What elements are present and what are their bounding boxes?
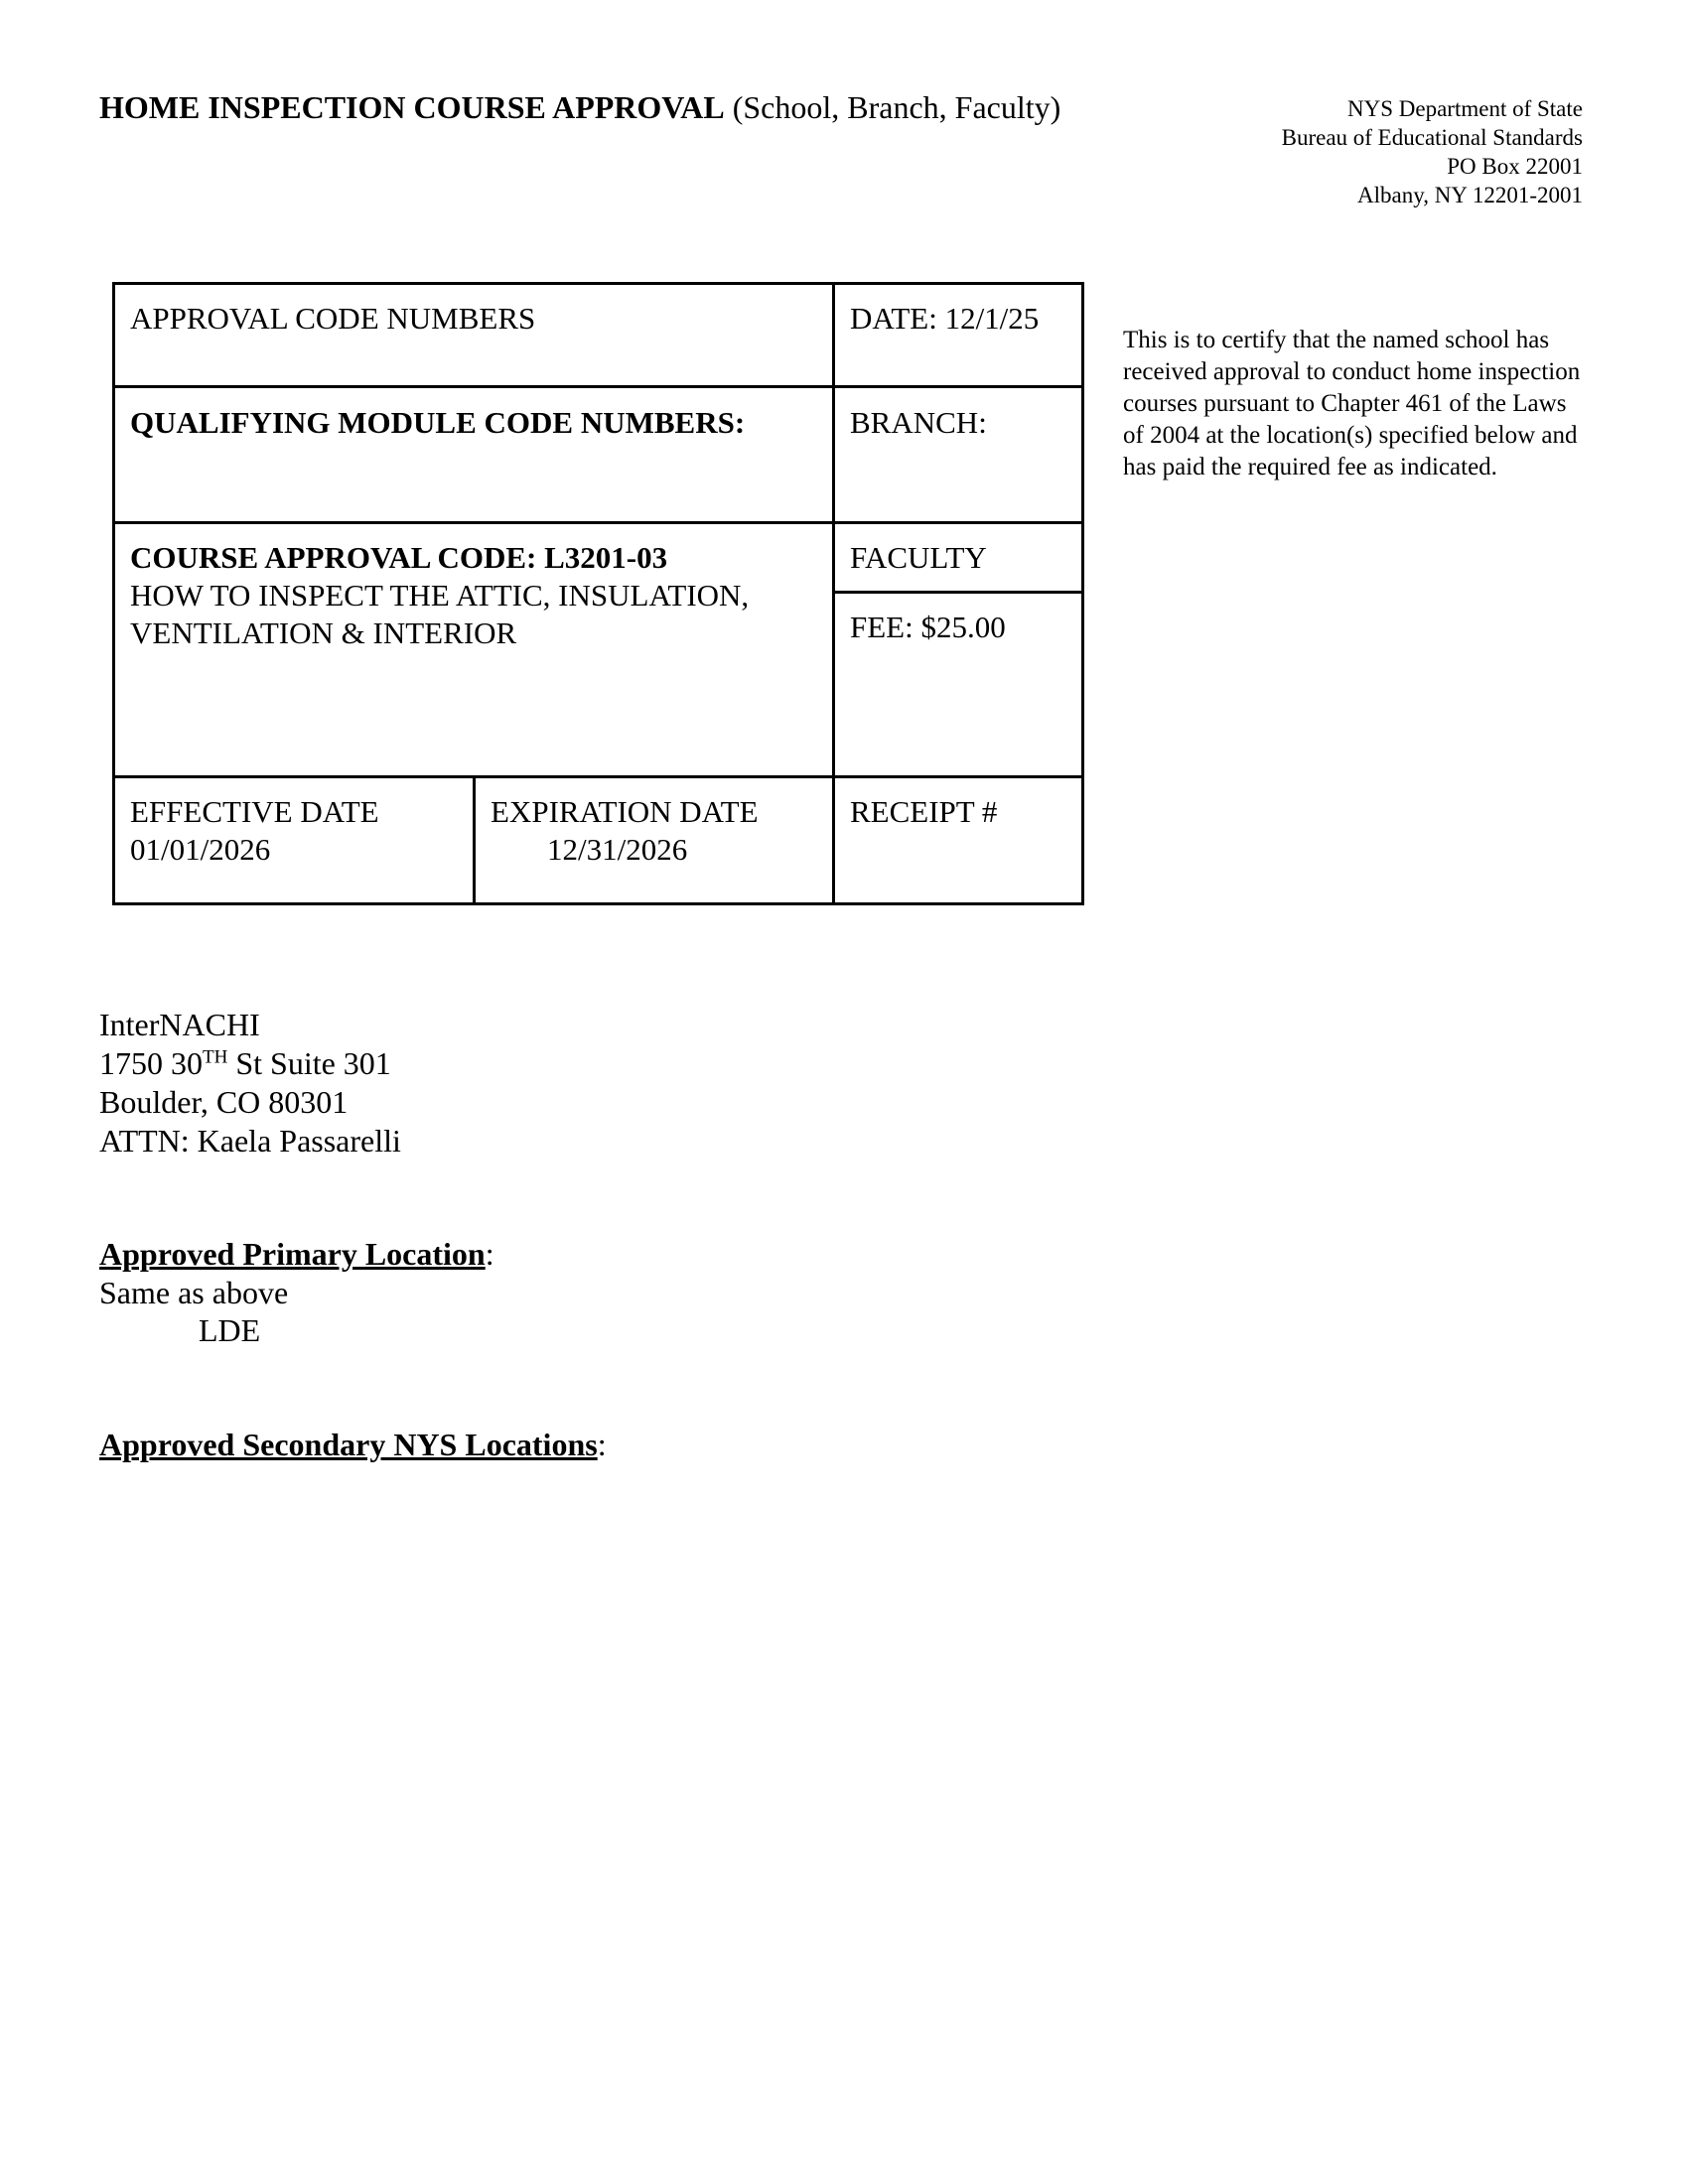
qualifying-module-label — [130, 404, 745, 442]
secondary-locations-heading — [99, 1425, 607, 1464]
agency-line-city: Albany, NY 12201-2001 — [1357, 183, 1583, 207]
certification-text: This is to certify that the named school has received approval to conduct home inspection courses pursuant to Chapter 461 of the Laws of 2004 at the location(s) specified below and has paid the required fee as indicated. — [1123, 327, 1581, 480]
street-rest: St Suite 301 — [227, 1045, 391, 1081]
school-street — [99, 1044, 401, 1083]
effective-date — [130, 793, 379, 869]
box-divider — [115, 521, 1081, 524]
agency-line-department: NYS Department of State — [1347, 96, 1583, 121]
expiration-date-label: EXPIRATION DATE — [491, 794, 759, 829]
primary-location-heading-colon: : — [485, 1236, 494, 1272]
course-name-line-1: HOW TO INSPECT THE ATTIC, INSULATION, — [130, 578, 750, 613]
agency-address — [1282, 94, 1583, 209]
document-title-subtitle: (School, Branch, Faculty) — [724, 89, 1061, 125]
effective-date-label: EFFECTIVE DATE — [130, 794, 379, 829]
school-name: InterNACHI — [99, 1007, 260, 1042]
street-ordinal-suffix: TH — [203, 1046, 228, 1068]
approval-code-numbers-label: APPROVAL CODE NUMBERS — [130, 301, 536, 336]
primary-location-heading-text: Approved Primary Location — [99, 1236, 486, 1272]
course-name-line-2: VENTILATION & INTERIOR — [130, 615, 517, 650]
fee-value: FEE: $25.00 — [850, 610, 1006, 644]
course-info — [130, 539, 749, 652]
primary-location-line-2: LDE — [199, 1312, 261, 1348]
primary-location-heading — [99, 1234, 494, 1274]
effective-date-value: 01/01/2026 — [130, 832, 271, 867]
agency-line-bureau: Bureau of Educational Standards — [1281, 125, 1583, 150]
box-divider — [115, 385, 1081, 388]
agency-line-po-box: PO Box 22001 — [1447, 154, 1583, 179]
approval-date: DATE: 12/1/25 — [850, 301, 1040, 336]
box-divider — [832, 591, 1081, 594]
school-attention: ATTN: Kaela Passarelli — [99, 1123, 401, 1159]
secondary-locations-heading-text: Approved Secondary NYS Locations — [99, 1427, 598, 1462]
qualifying-module-text: QUALIFYING MODULE CODE NUMBERS: — [130, 405, 746, 440]
box-divider — [832, 285, 835, 902]
expiration-date — [491, 793, 759, 869]
branch-label: BRANCH: — [850, 405, 987, 440]
course-approval-code: COURSE APPROVAL CODE: L3201-03 — [130, 540, 668, 575]
expiration-date-value: 12/31/2026 — [547, 832, 688, 867]
box-divider — [473, 775, 476, 902]
box-divider — [115, 775, 1081, 778]
receipt-label: RECEIPT # — [850, 794, 998, 829]
faculty-label: FACULTY — [850, 540, 987, 575]
document-title — [99, 87, 1060, 127]
document-title-main: HOME INSPECTION COURSE APPROVAL — [99, 89, 725, 125]
school-address — [99, 1006, 401, 1160]
secondary-locations-heading-colon: : — [597, 1427, 607, 1462]
street-number: 1750 30 — [99, 1045, 203, 1081]
approval-box — [112, 282, 1084, 905]
primary-location-line-1: Same as above — [99, 1275, 289, 1310]
school-city: Boulder, CO 80301 — [99, 1084, 349, 1120]
